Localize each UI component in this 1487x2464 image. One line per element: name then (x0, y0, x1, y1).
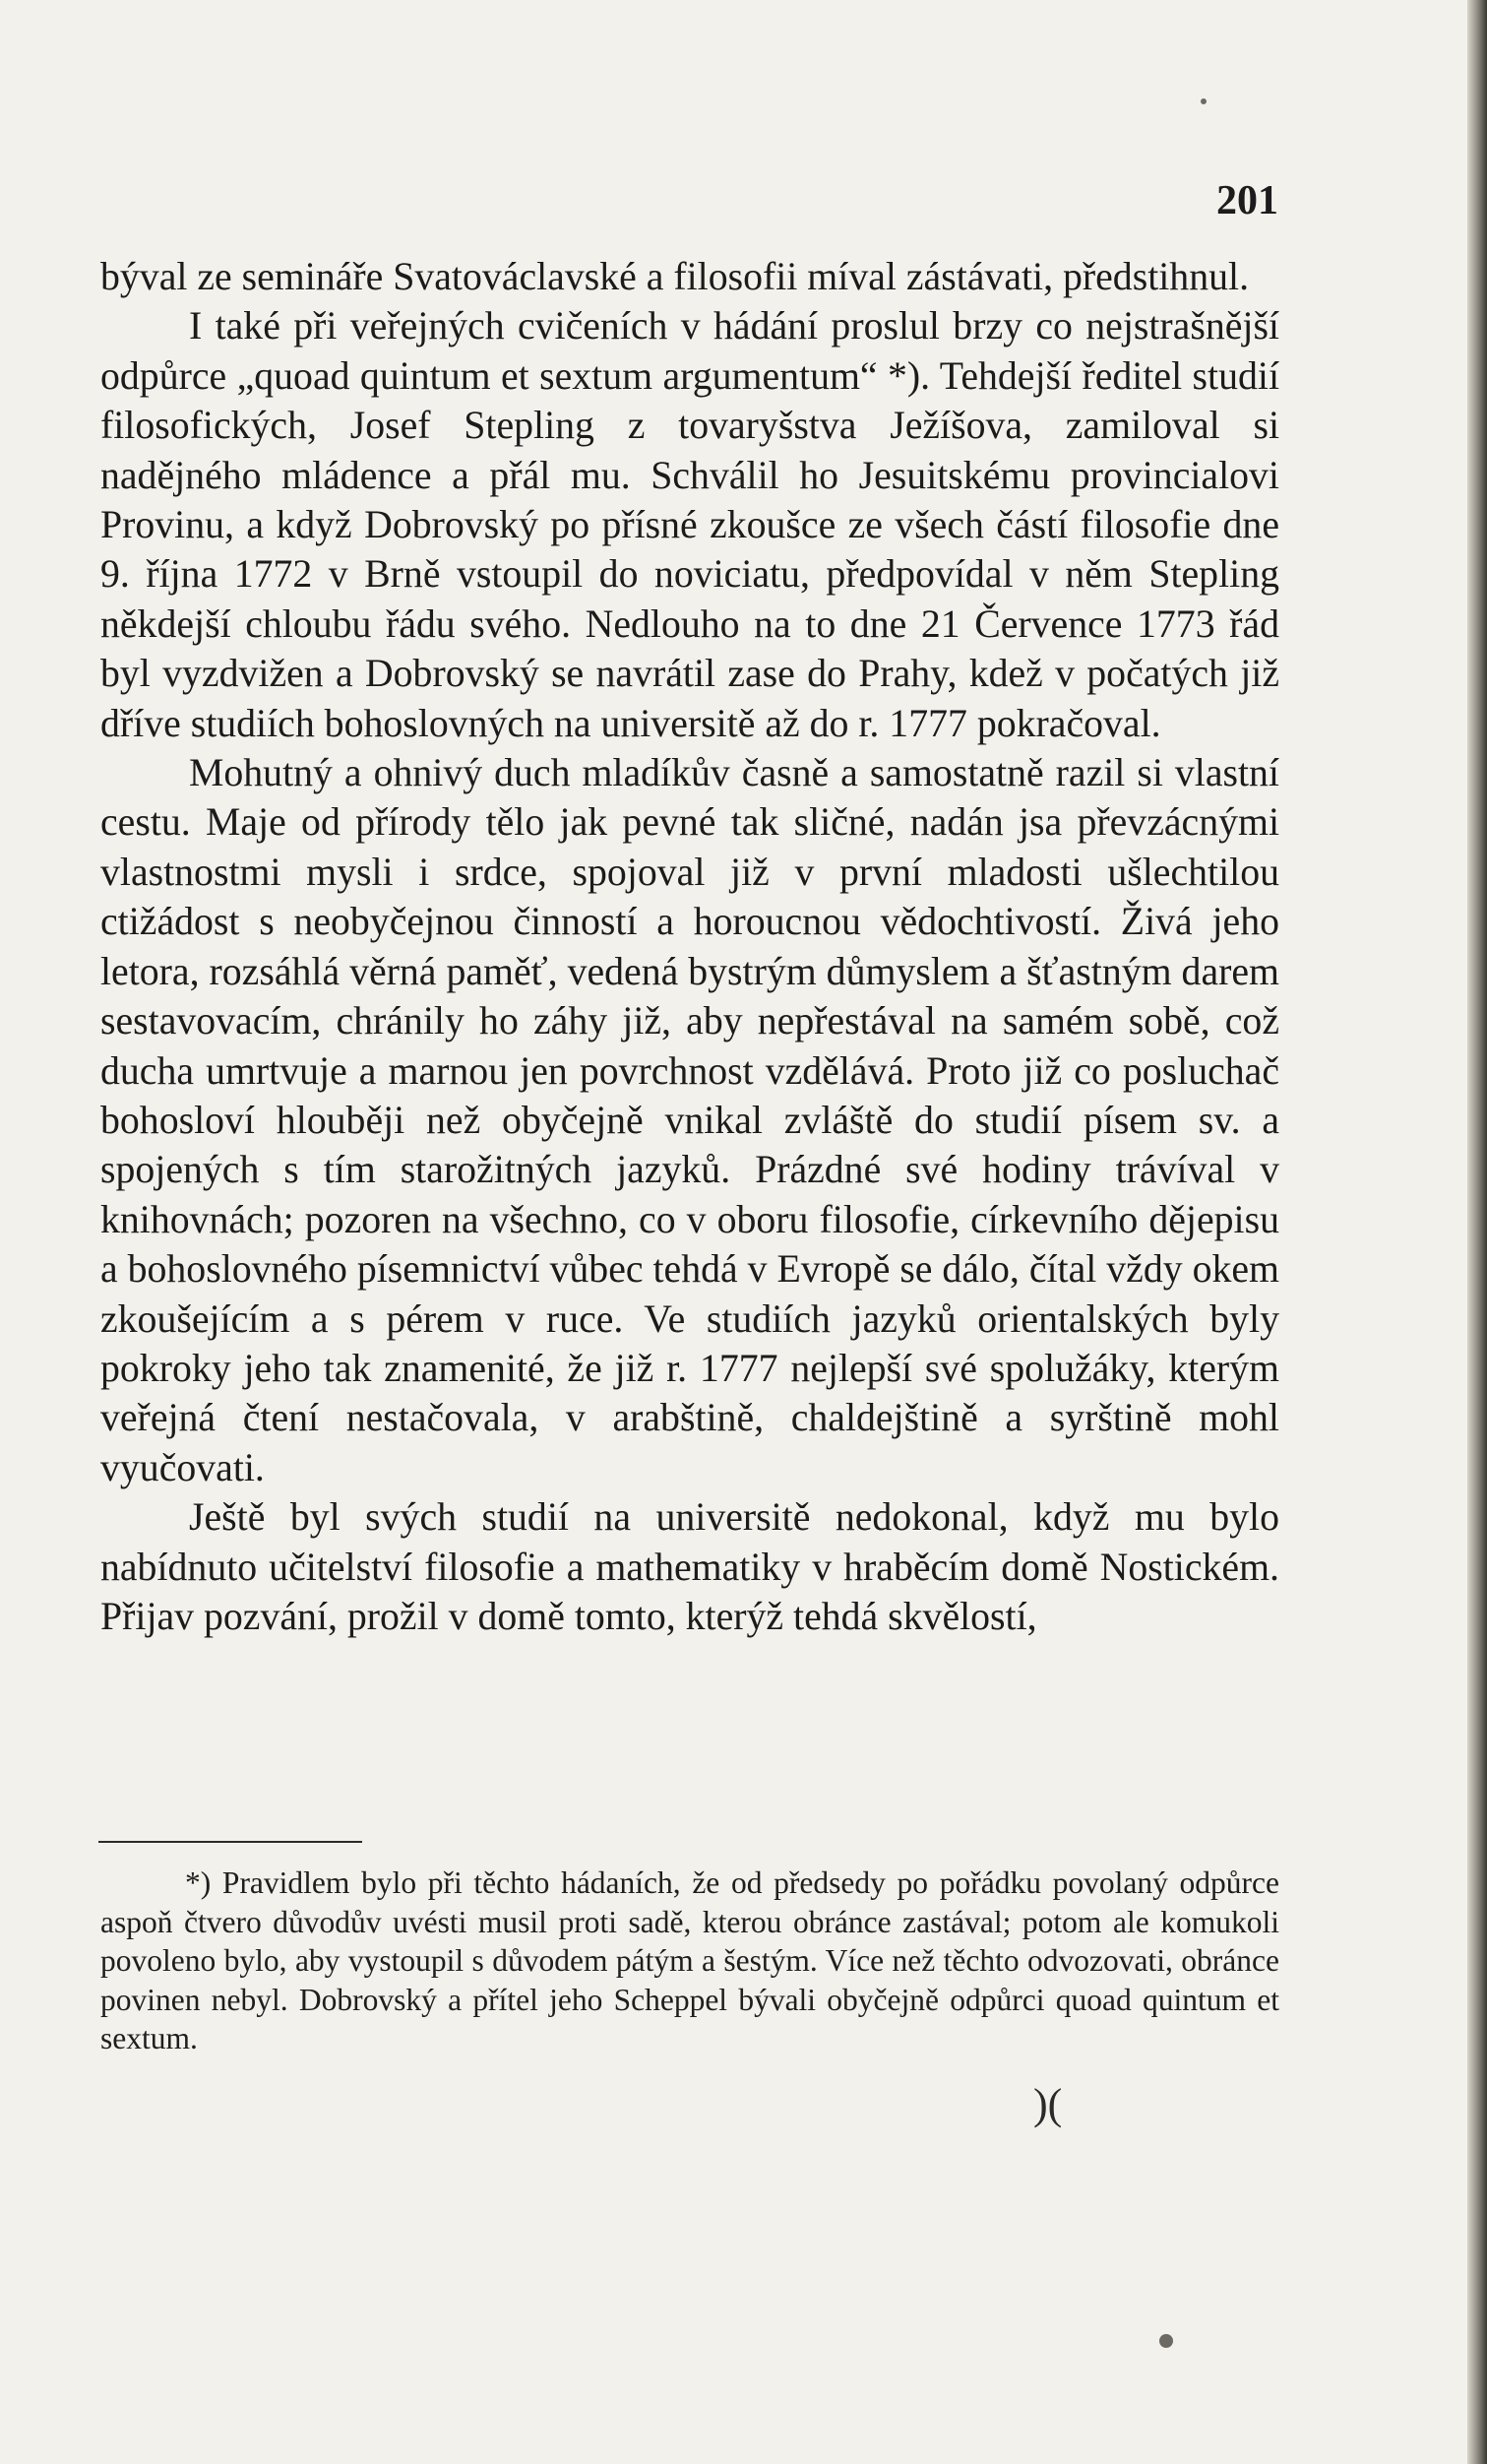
signature-mark: )( (1033, 2080, 1063, 2128)
footnote-rule (98, 1841, 362, 1843)
footnote (100, 1864, 1279, 2058)
paragraph-2: I také při veřejných cvičeních v hádání proslul brzy co nejstrašnější odpůrce „quoad quintum et sextum argumentum“ *). Tehdejší ředitel studií filosofických, Josef Stepling z tovaryšstva Ježíšova, zamiloval si nadějného mládence a přál mu. Schválil ho Jesuitskému provincialovi Provinu, a když Dobrovský po přísné zkoušce ze všech částí filosofie dne 9. října 1772 v Brně vstoupil do noviciatu, předpovídal v něm Stepling někdejší chloubu řádu svého. Nedlouho na to dne 21 Července 1773 řád byl vyzdvižen a Dobrovský se navrátil zase do Prahy, kdež v počatých již dříve studiích bohoslovných na universitě až do r. 1777 pokračoval. (100, 304, 1279, 745)
print-speck (1201, 98, 1207, 104)
print-speck (1159, 2334, 1173, 2348)
footnote-text: *) Pravidlem bylo při těchto hádaních, že od předsedy po pořádku povolaný odpůrce aspoň čtvero důvodův uvésti musil proti sadě, kterou obránce zastával; potom ale komukoli povoleno bylo, aby vystoupil s důvodem pátým a šestým. Více než těchto odvozovati, obránce povinen nebyl. Dobrovský a přítel jeho Scheppel bývali obyčejně odpůrci quoad quintum et sextum. (100, 1865, 1279, 2056)
paragraph-3: Mohutný a ohnivý duch mladíkův časně a samostatně razil si vlastní cestu. Maje od přírody tělo jak pevné tak sličné, nadán jsa převzácnými vlastnostmi mysli i srdce, spojoval již v první mladosti ušlechtilou ctižádost s neobyčejnou činností a horoucnou vědochtivostí. Živá jeho letora, rozsáhlá věrná paměť, vedená bystrým důmyslem a šťastným darem sestavovacím, chránily ho záhy již, aby nepřestával na samém sobě, což ducha umrtvuje a marnou jen povrchnost vzdělává. Proto již co posluchač bohosloví hlouběji než obyčejně vnikal zvláště do studií písem sv. a spojených s tím starožitných jazyků. Prázdné své hodiny trávíval v knihovnách; pozoren na všechno, co v oboru filosofie, církevního dějepisu a bohoslovného písemnictví vůbec tehdá v Evropě se dálo, čítal vždy okem zkoušejícím a s pérem v ruce. Ve studiích jazyků orientalských byly pokroky jeho tak znamenité, že již r. 1777 nejlepší své spolužáky, kterým veřejná čtení nestačovala, v arabštině, chaldejštině a syrštině mohl vyučovati. (100, 751, 1280, 1489)
page-number: 201 (1216, 178, 1278, 223)
paragraph-1: býval ze semináře Svatováclavské a filosofii míval zástávati, předstihnul. (100, 255, 1250, 298)
page-gutter-shadow (1467, 0, 1487, 2464)
main-text (100, 252, 1279, 1641)
paragraph-4: Ještě byl svých studií na universitě nedokonal, když mu bylo nabídnuto učitelství filosofie a mathematiky v hraběcím domě Nostickém. Přijav pozvání, prožil v domě tomto, kterýž tehdá skvělostí, (100, 1495, 1279, 1638)
